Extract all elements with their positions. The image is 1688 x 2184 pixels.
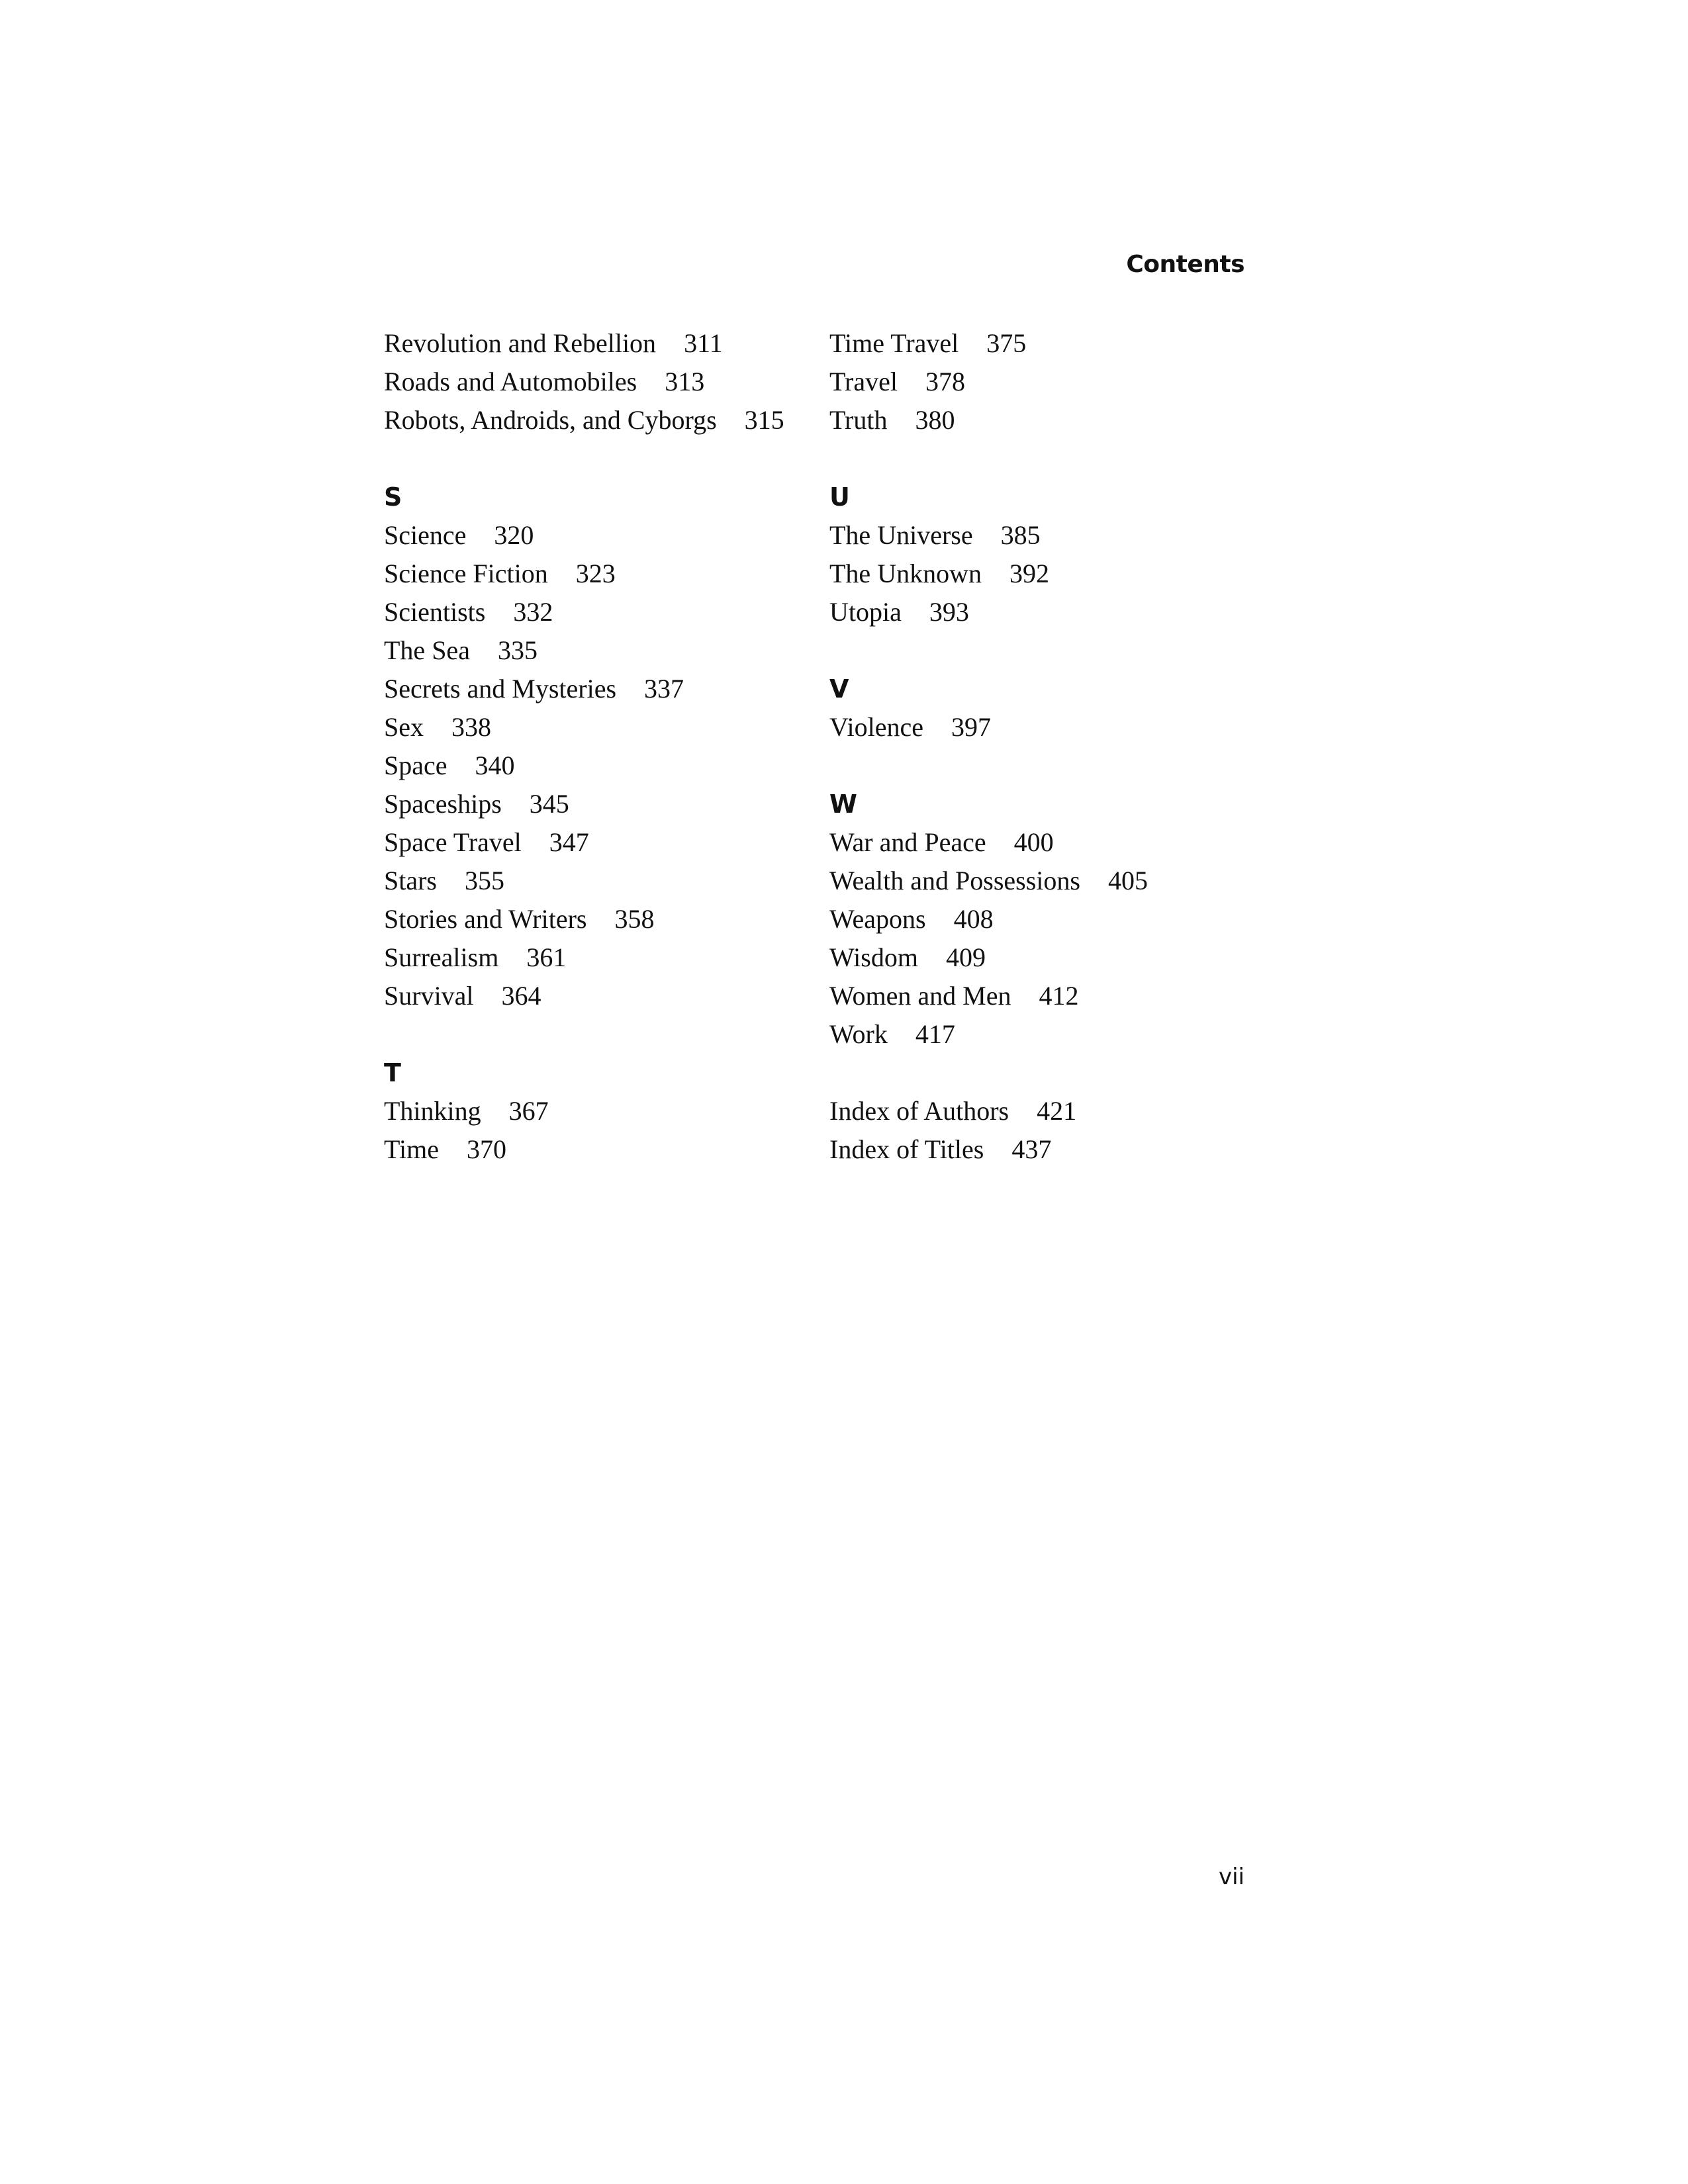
contents-entry bbox=[384, 823, 808, 862]
entry-page-number: 412 bbox=[1039, 981, 1079, 1011]
entry-title: The Universe bbox=[829, 520, 973, 550]
contents-entry bbox=[384, 900, 808, 938]
entry-page-number: 421 bbox=[1037, 1096, 1077, 1126]
contents-entry bbox=[384, 670, 808, 708]
entry-page-number: 311 bbox=[684, 328, 723, 358]
contents-entry bbox=[384, 747, 808, 785]
entry-page-number: 361 bbox=[526, 942, 567, 972]
entry-page-number: 355 bbox=[465, 866, 504, 895]
entry-title: Truth bbox=[829, 405, 888, 435]
entry-page-number: 437 bbox=[1011, 1134, 1052, 1164]
entry-title: Weapons bbox=[829, 904, 926, 934]
entry-title: Work bbox=[829, 1019, 888, 1049]
section-letter-heading: S bbox=[384, 482, 402, 512]
entry-title: Secrets and Mysteries bbox=[384, 674, 617, 704]
contents-entry bbox=[829, 900, 1253, 938]
entry-title: Space Travel bbox=[384, 827, 522, 857]
contents-entry bbox=[829, 862, 1253, 900]
entry-title: Roads and Automobiles bbox=[384, 367, 637, 396]
entry-page-number: 347 bbox=[549, 827, 589, 857]
contents-entry bbox=[829, 401, 1253, 439]
contents-entry bbox=[384, 1130, 808, 1169]
contents-section bbox=[384, 478, 808, 1015]
entry-page-number: 364 bbox=[501, 981, 541, 1011]
entry-title: Index of Authors bbox=[829, 1096, 1009, 1126]
entry-title: Sex bbox=[384, 712, 424, 742]
entry-title: Women and Men bbox=[829, 981, 1011, 1011]
entry-page-number: 408 bbox=[953, 904, 994, 934]
entry-title: Violence bbox=[829, 712, 923, 742]
contents-entry bbox=[384, 324, 808, 363]
entry-page-number: 417 bbox=[915, 1019, 955, 1049]
entry-title: Index of Titles bbox=[829, 1134, 984, 1164]
contents-entry bbox=[384, 785, 808, 823]
contents-section bbox=[829, 670, 1253, 747]
entry-title: Spaceships bbox=[384, 789, 502, 819]
contents-entry bbox=[384, 631, 808, 670]
entry-page-number: 358 bbox=[614, 904, 655, 934]
entry-title: Survival bbox=[384, 981, 474, 1011]
entry-page-number: 367 bbox=[508, 1096, 549, 1126]
entry-page-number: 320 bbox=[494, 520, 534, 550]
entry-page-number: 385 bbox=[1000, 520, 1041, 550]
entry-title: The Sea bbox=[384, 635, 470, 665]
contents-section bbox=[384, 1054, 808, 1169]
contents-section bbox=[829, 1092, 1253, 1169]
entry-page-number: 393 bbox=[929, 597, 969, 627]
contents-entry bbox=[829, 1015, 1253, 1054]
contents-section bbox=[829, 324, 1253, 439]
contents-section bbox=[829, 785, 1253, 1054]
contents-entry bbox=[829, 324, 1253, 363]
entry-title: The Unknown bbox=[829, 559, 982, 588]
section-letter-heading: V bbox=[829, 674, 849, 704]
entry-page-number: 400 bbox=[1013, 827, 1054, 857]
entry-page-number: 332 bbox=[513, 597, 553, 627]
contents-entry bbox=[829, 363, 1253, 401]
entry-page-number: 345 bbox=[529, 789, 569, 819]
entry-title: Time Travel bbox=[829, 328, 959, 358]
entry-page-number: 409 bbox=[945, 942, 986, 972]
entry-title: Travel bbox=[829, 367, 898, 396]
contents-entry bbox=[384, 977, 808, 1015]
contents-entry bbox=[384, 401, 808, 439]
entry-title: Wisdom bbox=[829, 942, 918, 972]
entry-page-number: 338 bbox=[451, 712, 491, 742]
contents-entry bbox=[384, 516, 808, 555]
contents-entry bbox=[384, 363, 808, 401]
entry-title: Robots, Androids, and Cyborgs bbox=[384, 405, 717, 435]
entry-title: Space bbox=[384, 751, 447, 780]
entry-page-number: 397 bbox=[951, 712, 991, 742]
contents-section bbox=[829, 478, 1253, 631]
entry-title: Time bbox=[384, 1134, 440, 1164]
entry-title: War and Peace bbox=[829, 827, 986, 857]
entry-title: Stories and Writers bbox=[384, 904, 587, 934]
entry-title: Scientists bbox=[384, 597, 486, 627]
entry-page-number: 380 bbox=[915, 405, 955, 435]
entry-page-number: 337 bbox=[644, 674, 684, 704]
contents-entry bbox=[829, 938, 1253, 977]
entry-page-number: 392 bbox=[1009, 559, 1049, 588]
contents-entry bbox=[829, 555, 1253, 593]
contents-column-left bbox=[384, 324, 808, 1207]
entry-page-number: 405 bbox=[1107, 866, 1148, 895]
contents-section bbox=[384, 324, 808, 439]
entry-page-number: 340 bbox=[475, 751, 515, 780]
entry-page-number: 323 bbox=[575, 559, 616, 588]
contents-entry bbox=[829, 708, 1253, 747]
section-letter-heading: W bbox=[829, 790, 857, 819]
entry-page-number: 370 bbox=[467, 1134, 507, 1164]
entry-title: Wealth and Possessions bbox=[829, 866, 1080, 895]
entry-title: Utopia bbox=[829, 597, 902, 627]
contents-entry bbox=[829, 516, 1253, 555]
entry-title: Stars bbox=[384, 866, 437, 895]
contents-entry bbox=[384, 1092, 808, 1130]
entry-page-number: 313 bbox=[665, 367, 705, 396]
contents-entry bbox=[829, 823, 1253, 862]
entry-title: Science bbox=[384, 520, 467, 550]
contents-column-right bbox=[829, 324, 1253, 1207]
entry-title: Revolution and Rebellion bbox=[384, 328, 657, 358]
contents-entry bbox=[829, 1130, 1253, 1169]
contents-entry bbox=[829, 593, 1253, 631]
entry-title: Surrealism bbox=[384, 942, 499, 972]
section-letter-heading: T bbox=[384, 1058, 401, 1087]
contents-entry bbox=[384, 708, 808, 747]
entry-title: Thinking bbox=[384, 1096, 481, 1126]
entry-title: Science Fiction bbox=[384, 559, 548, 588]
contents-entry bbox=[384, 593, 808, 631]
entry-page-number: 375 bbox=[986, 328, 1027, 358]
contents-entry bbox=[384, 555, 808, 593]
contents-entry bbox=[384, 938, 808, 977]
entry-page-number: 315 bbox=[744, 405, 784, 435]
contents-entry bbox=[829, 977, 1253, 1015]
contents-entry bbox=[829, 1092, 1253, 1130]
entry-page-number: 378 bbox=[925, 367, 965, 396]
section-letter-heading: U bbox=[829, 482, 850, 512]
page-number: vii bbox=[1218, 1864, 1244, 1890]
running-head-title: Contents bbox=[1126, 251, 1244, 278]
entry-page-number: 335 bbox=[497, 635, 538, 665]
contents-entry bbox=[384, 862, 808, 900]
